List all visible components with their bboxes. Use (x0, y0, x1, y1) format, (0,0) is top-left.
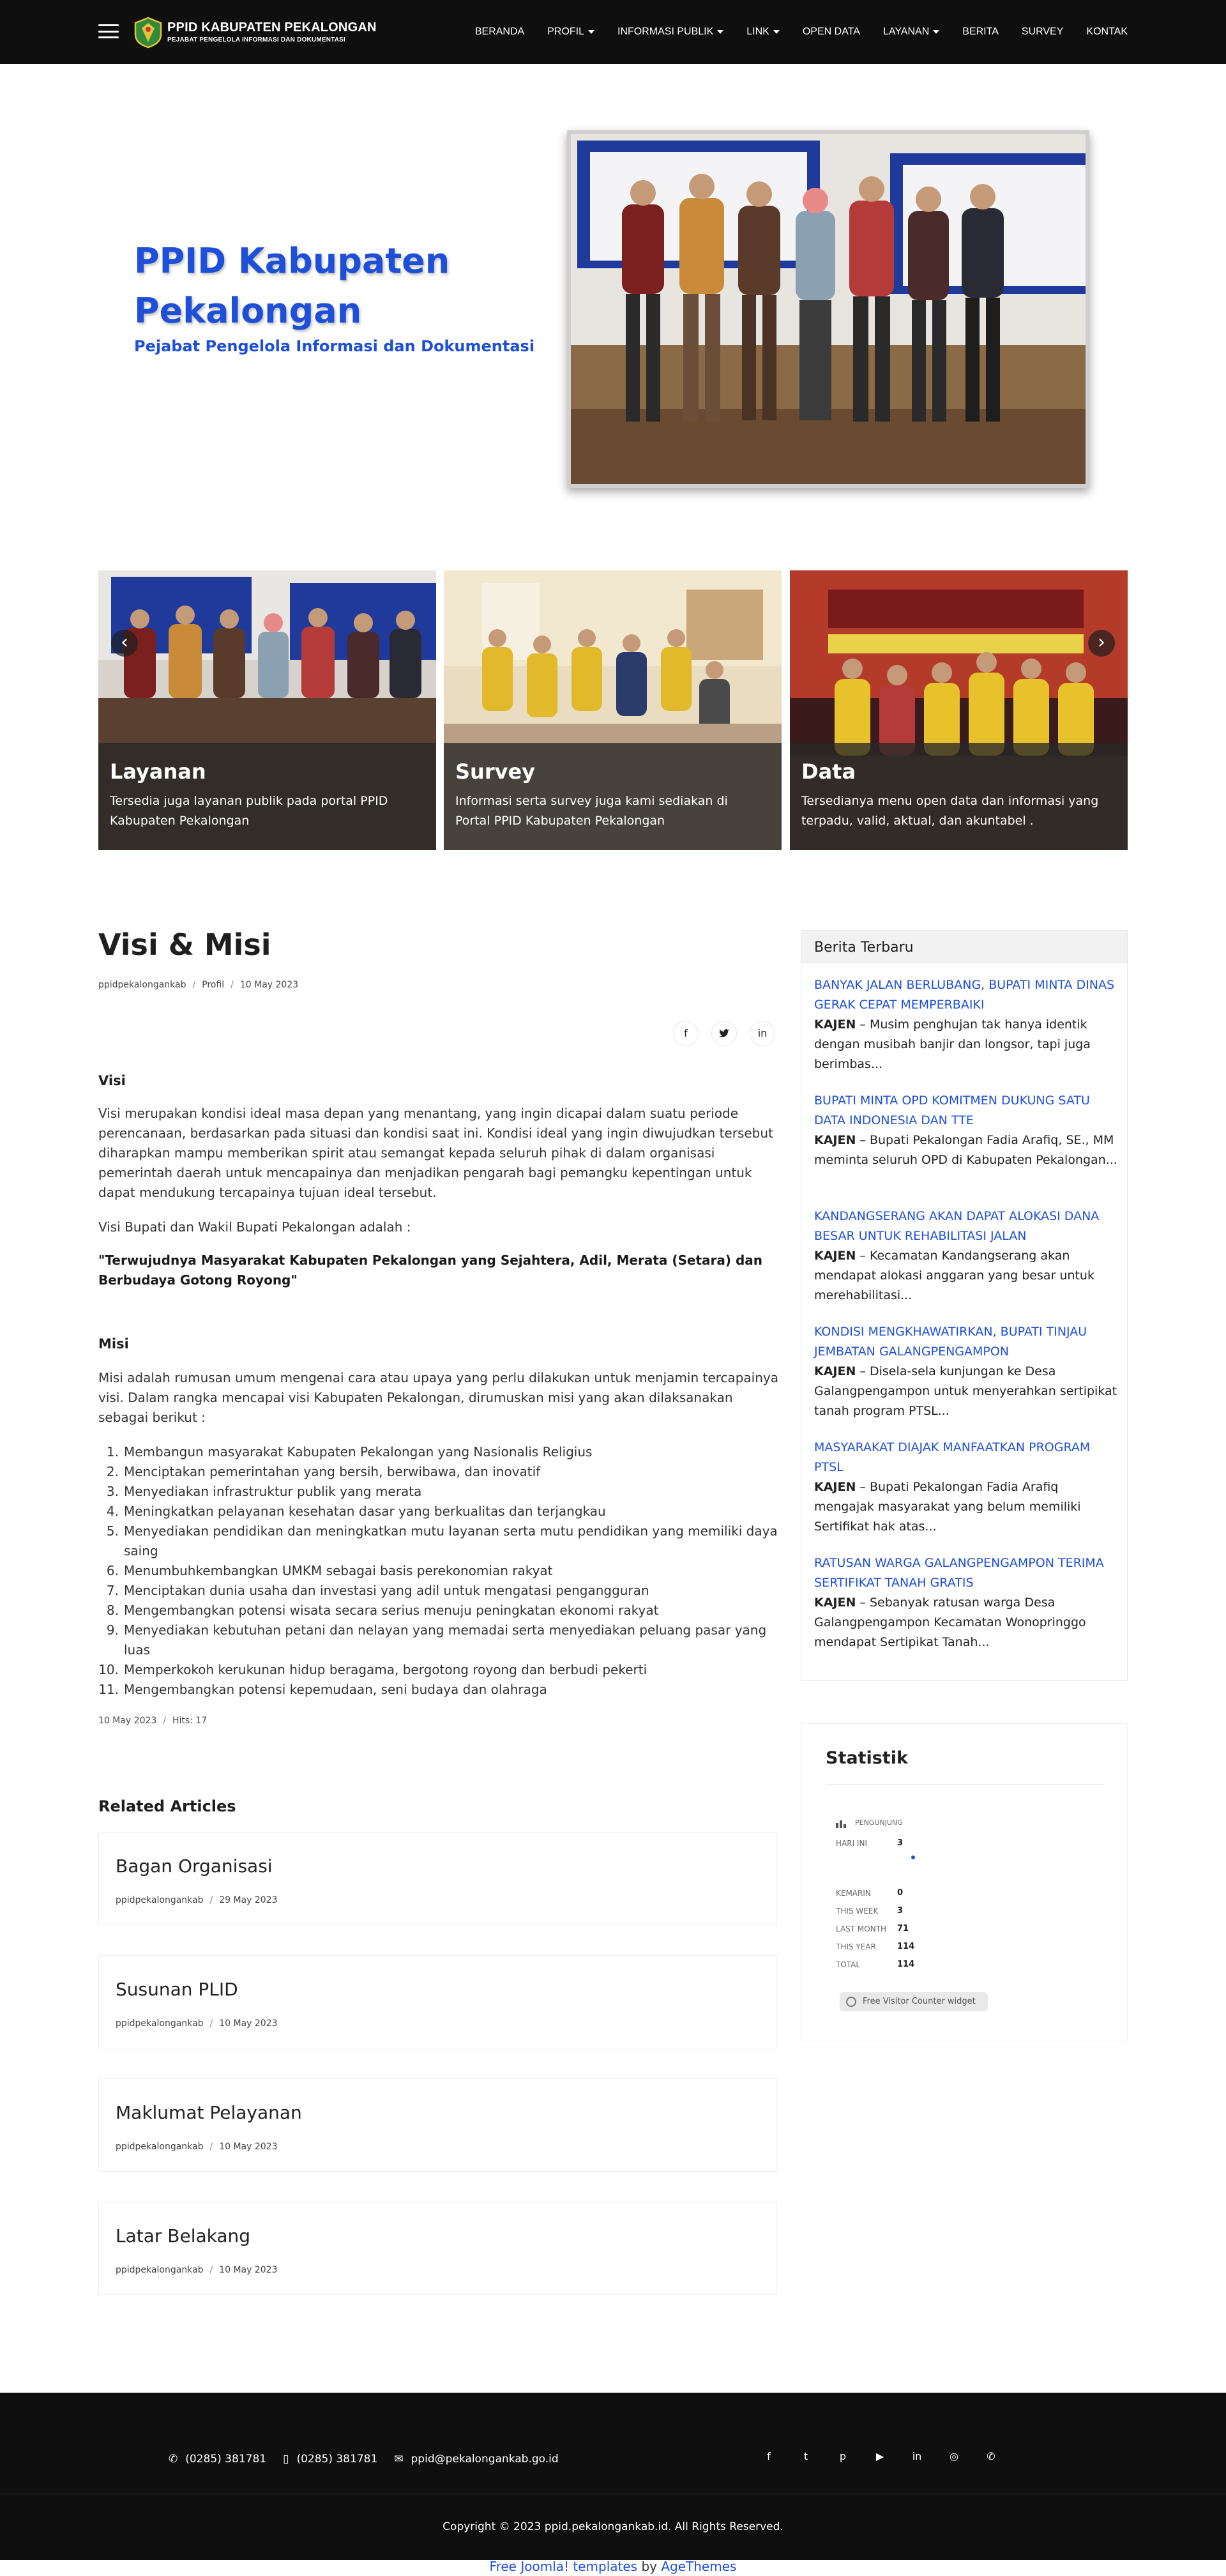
nav-label: KONTAK (1086, 26, 1128, 37)
email-icon: ✉ (394, 2453, 404, 2465)
news-title-link[interactable]: KANDANGSERANG AKAN DAPAT ALOKASI DANA BESAR UNTUK REHABILITASI JALAN (814, 1209, 1100, 1243)
news-item (814, 1438, 1119, 1537)
sparkline-dot (911, 1856, 915, 1859)
news-excerpt: KAJEN – Musim penghujan tak hanya identik dengan musibah banjir dan longsor, tapi juga berimbas... (814, 1017, 1091, 1071)
nav-label: BERITA (962, 26, 999, 37)
related-article-card[interactable] (98, 2078, 777, 2172)
joomla-templates-link[interactable]: Free Joomla! templates (489, 2559, 638, 2574)
nav-layanan[interactable] (872, 26, 951, 38)
nav-berita[interactable] (951, 26, 1010, 38)
facebook-icon[interactable]: f (767, 2450, 771, 2462)
carousel-prev-icon[interactable]: ‹ (111, 630, 138, 657)
hero-title (134, 236, 450, 336)
article-footer-date: 10 May 2023 (98, 1716, 157, 1726)
stat-value: 71 (897, 1924, 909, 1933)
list-item: 3. Menyediakan infrastruktur publik yang merata (106, 1484, 422, 1499)
news-title-link[interactable]: RATUSAN WARGA GALANGPENGAMPON TERIMA SERTIFIKAT TANAH GRATIS (814, 1556, 1104, 1590)
stat-value: 114 (897, 1960, 915, 1969)
article-footer-meta: 10 May 2023 / Hits: 17 (98, 1716, 208, 1726)
nav-beranda[interactable] (464, 26, 536, 38)
hero-title-line2: Pekalongan (134, 291, 362, 331)
related-article-card[interactable] (98, 1832, 777, 1925)
stat-label: THIS YEAR (836, 1942, 876, 1951)
feature-cards (98, 570, 1128, 850)
list-item: 5. Menyediakan pendidikan dan meningkatkan mutu layanan serta mutu pendidikan yang memiliki daya saing (106, 1523, 778, 1559)
list-item: 4. Meningkatkan pelayanan kesehatan dasar yang berkualitas dan terjangkau (106, 1504, 606, 1519)
stat-value: 3 (897, 1906, 904, 1916)
twitter-share-icon[interactable] (711, 1021, 737, 1046)
article-title: Visi & Misi (98, 927, 271, 962)
list-item: 11. Mengembangkan potensi kepemudaan, seni budaya dan olahraga (98, 1682, 547, 1697)
related-article-title[interactable]: Latar Belakang (116, 2225, 251, 2246)
article-category[interactable]: Profil (202, 980, 225, 990)
news-title-link[interactable]: BANYAK JALAN BERLUBANG, BUPATI MINTA DINAS GERAK CEPAT MEMPERBAIKI (814, 978, 1115, 1012)
visitors-label: PENGUNJUNG (855, 1818, 903, 1827)
nav-profil[interactable] (536, 26, 606, 38)
nav-label: LAYANAN (882, 26, 930, 37)
hamburger-menu-icon[interactable] (98, 24, 119, 38)
list-item: 1. Membangun masyarakat Kabupaten Pekalongan yang Nasionalis Religius (106, 1444, 593, 1459)
footer-email[interactable]: ppid@pekalongankab.go.id (411, 2453, 559, 2465)
nav-label: SURVEY (1021, 26, 1064, 37)
footer-phone2[interactable]: (0285) 381781 (296, 2453, 378, 2465)
news-excerpt: KAJEN – Sebanyak ratusan warga Desa Galangpengampon Kecamatan Wonopringgo mendapat Sertipikat Tanah... (814, 1596, 1086, 1649)
visi-statement: "Terwujudnya Masyarakat Kabupaten Pekalongan yang Sejahtera, Adil, Merata (Setara) dan Berbudaya Gotong Royong" (98, 1253, 763, 1288)
stat-label: KEMARIN (836, 1889, 871, 1898)
today-value: 3 (897, 1838, 904, 1848)
top-navbar (0, 0, 1226, 64)
stat-value: 0 (897, 1888, 904, 1898)
related-article-card[interactable] (98, 1955, 777, 2048)
nav-label: INFORMASI PUBLIK (617, 26, 714, 37)
related-article-meta: ppidpekalongankab / 29 May 2023 (116, 1895, 278, 1905)
pekalongan-emblem-logo[interactable] (133, 17, 163, 49)
nav-label: LINK (746, 26, 769, 37)
nav-label: OPEN DATA (802, 26, 860, 37)
article-author[interactable]: ppidpekalongankab (98, 980, 186, 990)
related-article-title[interactable]: Maklumat Pelayanan (116, 2102, 302, 2123)
chevron-down-icon (588, 30, 594, 34)
whatsapp-icon[interactable]: ✆ (987, 2450, 995, 2462)
linkedin-share-icon[interactable]: in (750, 1021, 775, 1046)
card-title: Survey (455, 759, 536, 784)
instagram-icon[interactable]: ◎ (950, 2450, 958, 2462)
footer-phone1[interactable]: (0285) 381781 (185, 2453, 267, 2465)
card-survey[interactable] (444, 570, 782, 850)
card-title: Layanan (110, 759, 206, 784)
related-article-meta: ppidpekalongankab / 10 May 2023 (116, 2142, 278, 2152)
card-data[interactable] (790, 570, 1128, 850)
template-credit (0, 2559, 1226, 2574)
card-description: Tersedianya menu open data dan informasi yang terpadu, valid, aktual, dan akuntabel . (801, 794, 1099, 828)
article-hits: Hits: 17 (172, 1716, 208, 1726)
footer-copyright: Copyright © 2023 ppid.pekalongankab.id. All Rights Reserved. (443, 2520, 783, 2533)
news-title-link[interactable]: MASYARAKAT DIAJAK MANFAATKAN PROGRAM PTSL (814, 1440, 1091, 1474)
divider (826, 1784, 1104, 1785)
pinterest-icon[interactable]: p (839, 2450, 847, 2462)
news-excerpt: KAJEN – Kecamatan Kandangserang akan mendapat alokasi anggaran yang besar untuk merehabilitasi... (814, 1249, 1094, 1302)
card-layanan[interactable] (98, 570, 436, 850)
mobile-icon: ▯ (283, 2453, 289, 2465)
related-article-title[interactable]: Susunan PLID (116, 1979, 238, 2000)
footer-contact (160, 2453, 559, 2465)
article-date: 10 May 2023 (239, 980, 299, 990)
news-excerpt: KAJEN – Disela-sela kunjungan ke Desa Galangpengampon untuk menyerahkan sertipikat tanah program PTSL... (814, 1364, 1117, 1418)
list-item: 9. Menyediakan kebutuhan petani dan nelayan yang memadai serta menyediakan peluang pasar yang luas (106, 1622, 767, 1658)
news-excerpt: KAJEN – Bupati Pekalongan Fadia Arafiq, SE., MM meminta seluruh OPD di Kabupaten Pekalongan... (814, 1133, 1117, 1167)
nav-label: PROFIL (547, 26, 585, 37)
related-article-meta: ppidpekalongankab / 10 May 2023 (116, 2018, 278, 2029)
bar-chart-icon (836, 1819, 846, 1828)
twitter-icon[interactable]: t (803, 2450, 808, 2462)
refresh-icon (846, 1997, 856, 2007)
facebook-share-icon[interactable]: f (673, 1021, 699, 1046)
nav-label: BERANDA (474, 26, 525, 37)
site-footer (0, 2393, 1226, 2560)
news-item (814, 1091, 1119, 1170)
brand-subtitle: PEJABAT PENGELOLA INFORMASI DAN DOKUMENTASI (167, 36, 345, 43)
related-articles-heading: Related Articles (98, 1797, 236, 1815)
card-description: Tersedia juga layanan publik pada portal PPID Kabupaten Pekalongan (110, 794, 388, 828)
misi-list (98, 1442, 782, 1700)
chevron-down-icon (717, 30, 723, 34)
visi-intro: Visi Bupati dan Wakil Bupati Pekalongan adalah : (98, 1219, 411, 1235)
linkedin-icon[interactable]: in (912, 2450, 922, 2462)
news-item (814, 1553, 1119, 1652)
news-title-link[interactable]: KONDISI MENGKHAWATIRKAN, BUPATI TINJAU JEMBATAN GALANGPENGAMPON (814, 1325, 1087, 1359)
list-item: 2. Menciptakan pemerintahan yang bersih, berwibawa, dan inovatif (106, 1464, 541, 1479)
visi-paragraph: Visi merupakan kondisi ideal masa depan yang menantang, yang ingin dicapai dalam suatu periode perencanaan, berdasarkan pada situasi dan kondisi saat ini. Kondisi ideal yang ingin diwujudkan tersebut diharapkan mampu memberikan spirit atau semangat kepada seluruh pihak di dalam organisasi pemerintah daerah untuk mencapainya dan menjadikan pengarah bagi pemangku kepentingan untuk dapat mendukung tercapainya tujuan ideal tersebut. (98, 1106, 773, 1200)
news-excerpt: KAJEN – Bupati Pekalongan Fadia Arafiq mengajak masyarakat yang belum memiliki Sertifikat hak atas... (814, 1480, 1081, 1534)
hero-photo-illustration (571, 134, 1086, 484)
hero-group-photo (567, 130, 1089, 488)
news-item (814, 1207, 1119, 1306)
phone-icon: ✆ (169, 2453, 178, 2465)
misi-heading: Misi (98, 1336, 129, 1352)
related-article-card[interactable] (98, 2202, 777, 2295)
youtube-icon[interactable]: ▶ (875, 2450, 884, 2462)
carousel-next-icon[interactable]: › (1088, 630, 1115, 657)
latest-news-heading: Berita Terbaru (801, 931, 1127, 963)
footer-social (760, 2448, 1000, 2465)
brand[interactable] (167, 20, 377, 43)
news-item (814, 1322, 1119, 1421)
credit-by: by (637, 2559, 662, 2574)
list-item: 8. Mengembangkan potensi wisata secara serius menuju peningkatan ekonomi rakyat (106, 1603, 659, 1618)
nav-informasi-publik[interactable] (606, 26, 735, 38)
list-item: 7. Menciptakan dunia usaha dan investasi yang adil untuk mengatasi pengangguran (106, 1583, 649, 1598)
chevron-down-icon (773, 30, 780, 34)
stat-label: LAST MONTH (836, 1924, 887, 1933)
latest-news-widget (801, 930, 1128, 1681)
card-title: Data (801, 759, 856, 784)
nav-link[interactable] (735, 26, 791, 38)
today-label: HARI INI (836, 1839, 867, 1848)
stat-label: TOTAL (836, 1960, 861, 1969)
related-article-meta: ppidpekalongankab / 10 May 2023 (116, 2265, 278, 2275)
news-item (814, 975, 1119, 1074)
stat-value: 114 (897, 1942, 915, 1951)
chevron-down-icon (933, 30, 939, 34)
news-title-link[interactable]: BUPATI MINTA OPD KOMITMEN DUKUNG SATU DATA INDONESIA DAN TTE (814, 1094, 1090, 1127)
stat-label: THIS WEEK (836, 1907, 879, 1916)
article-meta: ppidpekalongankab / Profil / 10 May 2023 (98, 980, 299, 990)
nav-survey[interactable] (1010, 26, 1075, 38)
visitor-counter-label: Free Visitor Counter widget (863, 1997, 976, 2006)
visitor-counter-widget-link[interactable] (840, 1992, 988, 2011)
agethemes-link[interactable]: AgeThemes (661, 2559, 737, 2574)
brand-title: PPID KABUPATEN PEKALONGAN (167, 20, 377, 34)
list-item: 10. Memperkokoh kerukunan hidup beragama, bergotong royong dan berbudi pekerti (98, 1662, 647, 1677)
hero-title-line1: PPID Kabupaten (134, 241, 450, 281)
statistics-widget (801, 1723, 1128, 2041)
misi-paragraph: Misi adalah rumusan umum mengenai cara atau upaya yang perlu dilakukan untuk menjamin tercapainya visi. Dalam rangka mencapai visi Kabupaten Pekalongan, dirumuskan misi yang akan dilaksanakan sebagai berikut : (98, 1370, 778, 1425)
main-nav (464, 0, 1128, 64)
visi-heading: Visi (98, 1073, 126, 1088)
nav-kontak[interactable] (1075, 26, 1128, 38)
hero-subtitle: Pejabat Pengelola Informasi dan Dokumentasi (134, 337, 535, 355)
card-description: Informasi serta survey juga kami sediakan di Portal PPID Kabupaten Pekalongan (455, 794, 728, 828)
nav-open-data[interactable] (791, 26, 872, 38)
list-item: 6. Menumbuhkembangkan UMKM sebagai basis perekonomian rakyat (106, 1563, 553, 1578)
related-article-title[interactable]: Bagan Organisasi (116, 1856, 273, 1877)
statistics-heading: Statistik (826, 1748, 908, 1768)
